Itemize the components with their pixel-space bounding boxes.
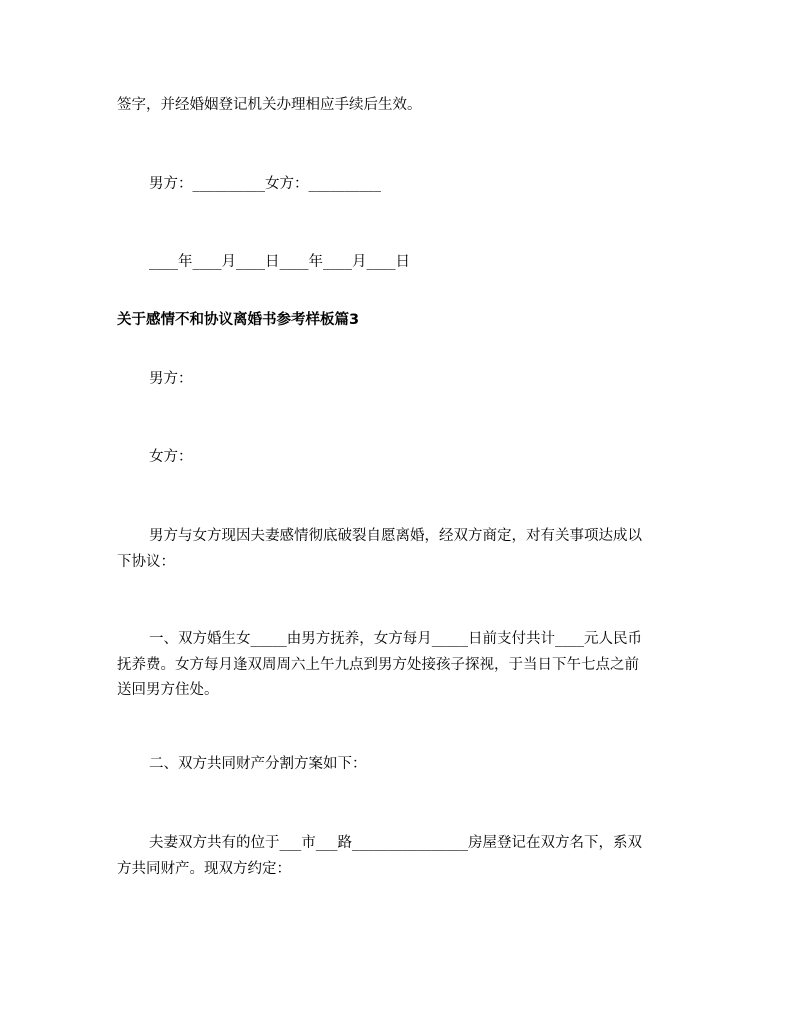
property-clause-heading: 二、双方共同财产分割方案如下：	[149, 756, 367, 772]
agreement-intro-line-2: 下协议：	[117, 554, 175, 570]
custody-clause-line-1: 一、双方婚生女_____由男方抚养，女方每月_____日前支付共计____元人民币	[149, 631, 642, 647]
signature-line: 男方：__________女方：__________	[149, 176, 381, 192]
property-clause-line-2: 方共同财产。现双方约定：	[117, 861, 291, 877]
agreement-intro-line-1: 男方与女方现因夫妻感情彻底破裂自愿离婚，经双方商定，对有关事项达成以	[149, 528, 642, 544]
date-line: ____年____月____日____年____月____日	[149, 254, 410, 270]
female-party-label: 女方：	[149, 449, 193, 465]
custody-clause-line-2: 抚养费。女方每月逢双周周六上午九点到男方处接孩子探视，于当日下午七点之前	[117, 657, 639, 673]
property-clause-line-1: 夫妻双方共有的位于___市___路________________房屋登记在双方名下，系双	[149, 835, 642, 851]
male-party-label: 男方：	[149, 371, 193, 387]
section-heading: 关于感情不和协议离婚书参考样板篇3	[117, 312, 360, 328]
custody-clause-line-3: 送回男方住处。	[117, 682, 219, 698]
paragraph-effective-clause: 签字，并经婚姻登记机关办理相应手续后生效。	[117, 97, 422, 113]
